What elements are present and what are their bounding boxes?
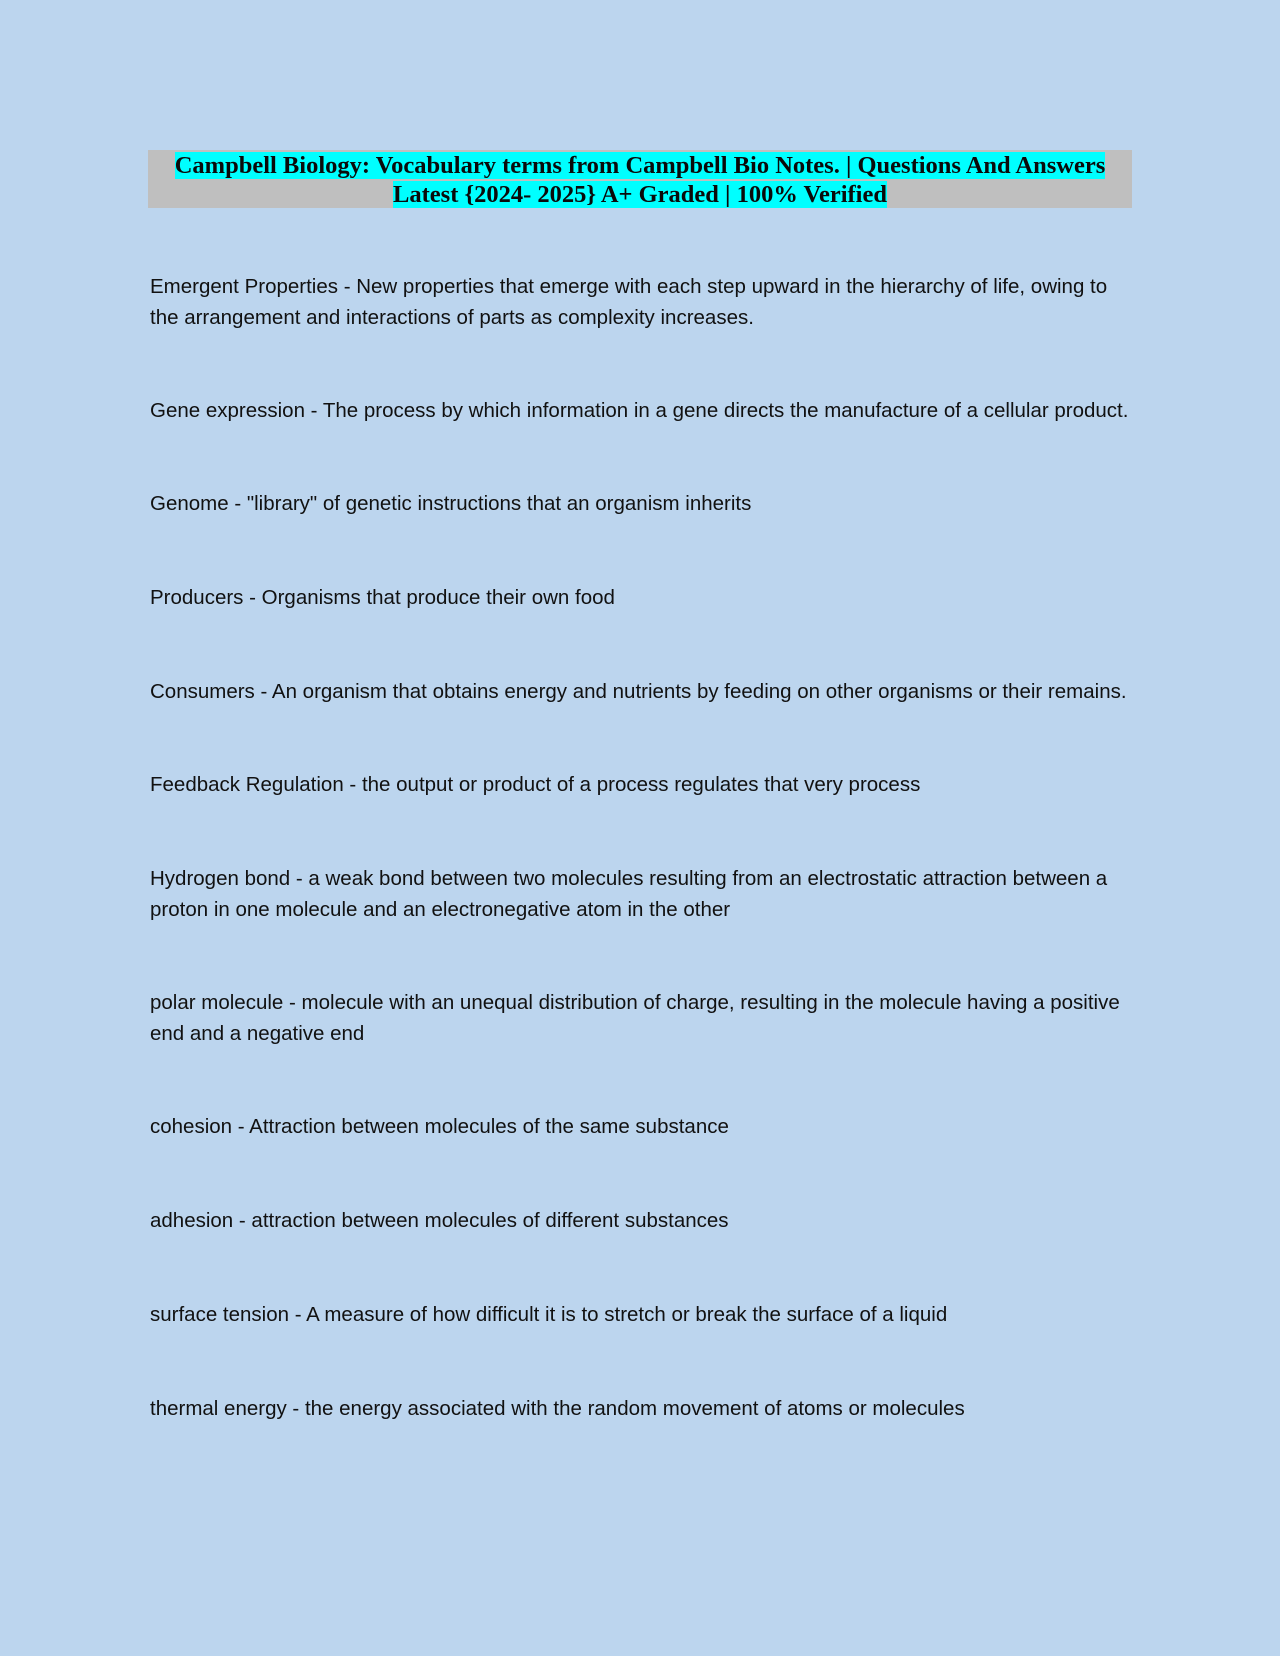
vocabulary-term: Hydrogen bond - a weak bond between two molecules resulting from an electrostatic attraction between a proton in one molecule and an electronegative atom in the other <box>150 867 1108 921</box>
vocabulary-term: cohesion - Attraction between molecules of the same substance <box>150 1115 729 1138</box>
title-line-1: Campbell Biology: Vocabulary terms from Campbell Bio Notes. | Questions And Answers <box>174 152 1106 179</box>
vocabulary-term: Feedback Regulation - the output or product of a process regulates that very process <box>150 773 921 796</box>
vocabulary-term: Producers - Organisms that produce their own food <box>150 586 615 609</box>
title-line-2: Latest {2024- 2025} A+ Graded | 100% Verified <box>393 181 887 208</box>
vocabulary-term: polar molecule - molecule with an unequal distribution of charge, resulting in the molecule having a positive end and a negative end <box>150 991 1120 1045</box>
vocabulary-term: Consumers - An organism that obtains energy and nutrients by feeding on other organisms or their remains. <box>150 680 1127 703</box>
document-title <box>148 150 1132 208</box>
vocabulary-term: adhesion - attraction between molecules of different substances <box>150 1209 729 1232</box>
vocabulary-term: thermal energy - the energy associated with the random movement of atoms or molecules <box>150 1397 965 1420</box>
vocabulary-list <box>150 271 1130 1487</box>
vocabulary-term: Genome - "library" of genetic instructions that an organism inherits <box>150 492 752 515</box>
vocabulary-term: surface tension - A measure of how difficult it is to stretch or break the surface of a liquid <box>150 1303 948 1326</box>
vocabulary-term: Emergent Properties - New properties that emerge with each step upward in the hierarchy of life, owing to the arrangement and interactions of parts as complexity increases. <box>150 275 1108 329</box>
vocabulary-term: Gene expression - The process by which information in a gene directs the manufacture of a cellular product. <box>150 399 1129 422</box>
